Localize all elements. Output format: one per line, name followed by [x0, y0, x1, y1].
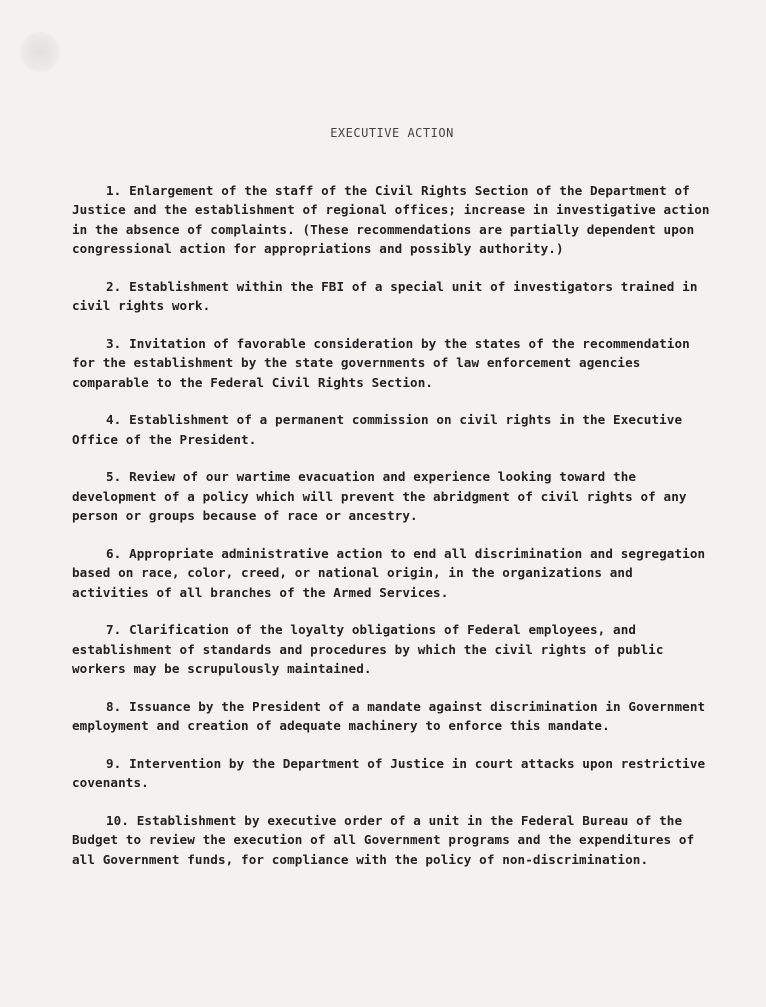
item-number: 4. — [106, 412, 122, 427]
item-text: Enlargement of the staff of the Civil Rights Section of the Department of Justice and the establishment of regional offices; increase in investigative action in the absence of complaints. (These recommendations are partially dependent upon congressional action for appropriations and possibly authority.) — [72, 182, 710, 256]
item-text: Invitation of favorable consideration by the states of the recommendation for the establishment by the state governments of law enforcement agencies comparable to the Federal Civil Rights Section. — [72, 335, 690, 390]
item-number: 8. — [106, 698, 122, 714]
item-text: Issuance by the President of a mandate against discrimination in Government employment and creation of adequate machinery to enforce this mandate. — [72, 698, 706, 733]
list-item — [72, 754, 712, 793]
item-text: Establishment of a permanent commission on civil rights in the Executive Office of the President. — [72, 412, 683, 447]
item-text: Review of our wartime evacuation and experience looking toward the development of a policy which will prevent the abridgment of civil rights of any person or groups because of race or ancestry. — [72, 469, 687, 523]
item-text: Appropriate administrative action to end all discrimination and segregation based on race, color, creed, or national origin, in the organizations and activities of all branches of the Armed Services. — [72, 545, 706, 600]
list-item — [72, 410, 712, 449]
item-number: 6. — [106, 545, 122, 561]
item-number: 3. — [106, 335, 122, 351]
list-item — [72, 697, 712, 736]
item-text: Establishment within the FBI of a special unit of investigators trained in civil rights work. — [72, 278, 698, 313]
item-text: Intervention by the Department of Justice in court attacks upon restrictive covenants. — [72, 755, 706, 790]
list-item — [72, 467, 712, 526]
item-number: 7. — [106, 622, 122, 637]
paper-smudge — [20, 32, 60, 72]
list-item — [72, 181, 712, 259]
document-title: EXECUTIVE ACTION — [330, 126, 454, 140]
list-item — [72, 334, 712, 393]
item-text: Clarification of the loyalty obligations of Federal employees, and establishment of standards and procedures by which the civil rights of public workers may be scrupulously maintained. — [72, 622, 664, 676]
list-item — [72, 277, 712, 316]
item-number: 9. — [106, 755, 122, 771]
list-item — [72, 620, 712, 679]
item-text: Establishment by executive order of a unit in the Federal Bureau of the Budget to review the execution of all Government programs and the expenditures of all Government funds, for compliance with the policy of non-discrimination. — [72, 812, 695, 867]
item-number: 2. — [106, 278, 122, 294]
document-body — [72, 124, 712, 887]
list-item — [72, 811, 712, 870]
item-number: 10. — [106, 812, 130, 828]
item-number: 1. — [106, 182, 122, 198]
list-item — [72, 544, 712, 603]
item-number: 5. — [106, 469, 122, 484]
